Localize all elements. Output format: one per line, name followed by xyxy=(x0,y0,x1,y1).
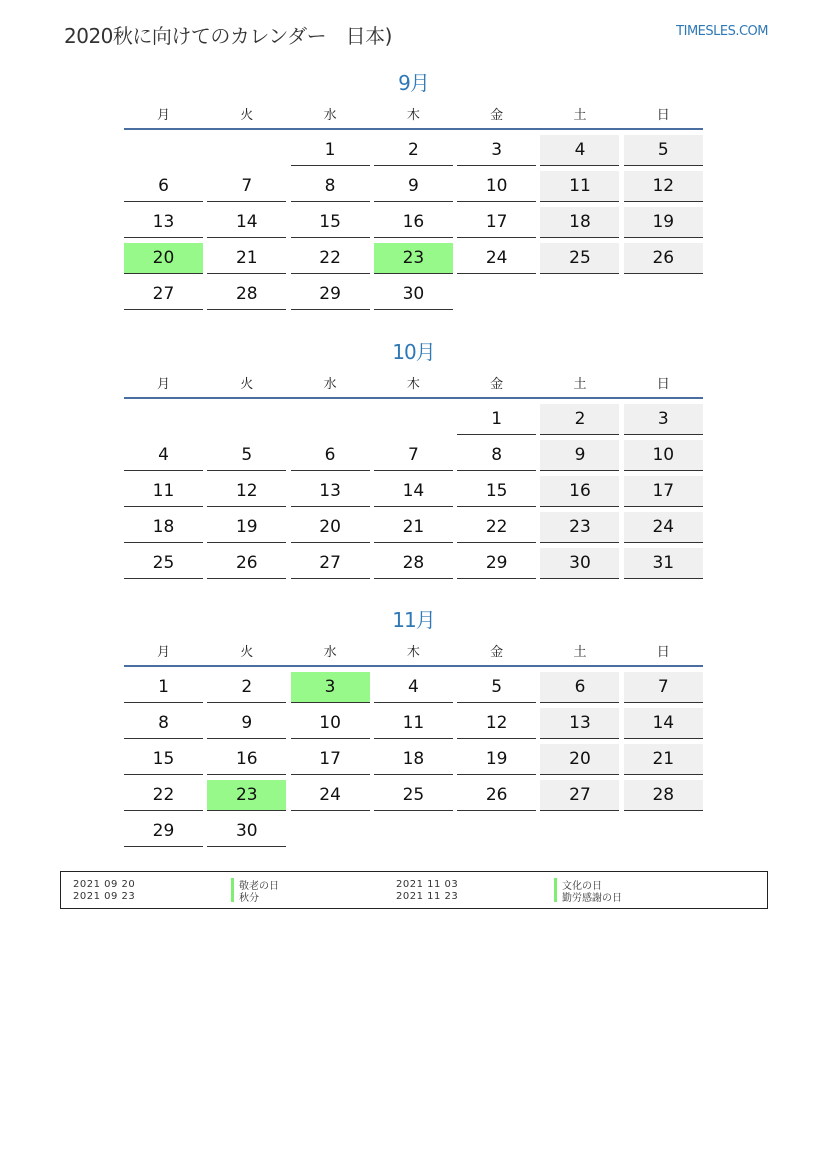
weekday-label: 土 xyxy=(573,645,587,660)
empty-day-cell xyxy=(207,404,286,435)
weekday-label: 月 xyxy=(156,377,170,392)
day-cell: 27 xyxy=(540,780,619,811)
day-cell: 1 xyxy=(457,404,536,435)
day-cell: 3 xyxy=(457,135,536,166)
weekday-header xyxy=(124,373,703,399)
weekday-label: 日 xyxy=(656,108,670,123)
day-cell: 5 xyxy=(457,672,536,703)
weekday-header xyxy=(124,641,703,667)
weekday-label: 金 xyxy=(490,108,504,123)
week-row xyxy=(124,548,703,579)
day-cell: 13 xyxy=(124,207,203,238)
day-cell: 23 xyxy=(540,512,619,543)
day-cell: 16 xyxy=(207,744,286,775)
day-cell: 19 xyxy=(457,744,536,775)
month-calendar xyxy=(124,607,703,852)
day-cell: 17 xyxy=(457,207,536,238)
week-row xyxy=(124,744,703,775)
day-cell: 10 xyxy=(291,708,370,739)
day-cell: 10 xyxy=(624,440,703,471)
week-row xyxy=(124,440,703,471)
weekday-label: 火 xyxy=(240,108,254,123)
week-row xyxy=(124,476,703,507)
empty-day-cell xyxy=(374,404,453,435)
week-row xyxy=(124,207,703,238)
holiday-entry xyxy=(61,890,259,902)
day-cell: 24 xyxy=(624,512,703,543)
week-row xyxy=(124,404,703,435)
day-cell: 20 xyxy=(124,243,203,274)
day-cell: 15 xyxy=(291,207,370,238)
holiday-date: 2021 09 23 xyxy=(73,890,136,902)
page-title: 2020秋に向けてのカレンダー 日本) xyxy=(64,24,392,48)
empty-day-cell xyxy=(124,135,203,166)
day-cell: 13 xyxy=(291,476,370,507)
day-cell: 7 xyxy=(624,672,703,703)
weekday-label: 金 xyxy=(490,645,504,660)
weekday-label: 日 xyxy=(656,645,670,660)
day-cell: 17 xyxy=(291,744,370,775)
day-cell: 15 xyxy=(124,744,203,775)
day-cell: 15 xyxy=(457,476,536,507)
day-cell: 16 xyxy=(374,207,453,238)
empty-day-cell xyxy=(207,135,286,166)
day-cell: 29 xyxy=(291,279,370,310)
empty-day-cell xyxy=(624,279,703,310)
day-cell: 26 xyxy=(207,548,286,579)
holiday-name: 敬老の日 xyxy=(239,880,279,892)
day-cell: 31 xyxy=(624,548,703,579)
day-cell: 27 xyxy=(124,279,203,310)
day-cell: 25 xyxy=(374,780,453,811)
empty-day-cell xyxy=(457,279,536,310)
week-row xyxy=(124,135,703,166)
day-cell: 11 xyxy=(540,171,619,202)
month-calendar xyxy=(124,339,703,584)
day-cell: 4 xyxy=(374,672,453,703)
day-cell: 9 xyxy=(207,708,286,739)
day-cell: 23 xyxy=(374,243,453,274)
day-cell: 2 xyxy=(374,135,453,166)
day-cell: 13 xyxy=(540,708,619,739)
day-cell: 3 xyxy=(624,404,703,435)
day-cell: 1 xyxy=(291,135,370,166)
month-title: 9月 xyxy=(398,71,429,95)
day-cell: 2 xyxy=(207,672,286,703)
day-cell: 20 xyxy=(291,512,370,543)
weekday-label: 月 xyxy=(156,645,170,660)
empty-day-cell xyxy=(624,816,703,847)
day-cell: 21 xyxy=(374,512,453,543)
day-cell: 9 xyxy=(374,171,453,202)
day-cell: 19 xyxy=(624,207,703,238)
holiday-date: 2021 11 23 xyxy=(396,890,459,902)
day-cell: 4 xyxy=(124,440,203,471)
day-cell: 23 xyxy=(207,780,286,811)
empty-day-cell xyxy=(291,816,370,847)
day-cell: 3 xyxy=(291,672,370,703)
holiday-marker xyxy=(231,890,234,902)
holiday-name: 文化の日 xyxy=(562,880,602,892)
day-cell: 8 xyxy=(291,171,370,202)
weekday-label: 水 xyxy=(323,108,337,123)
weekday-label: 金 xyxy=(490,377,504,392)
weekday-label: 月 xyxy=(156,108,170,123)
day-cell: 30 xyxy=(540,548,619,579)
empty-day-cell xyxy=(540,279,619,310)
day-cell: 1 xyxy=(124,672,203,703)
day-cell: 28 xyxy=(374,548,453,579)
holiday-name: 秋分 xyxy=(239,892,259,904)
week-row xyxy=(124,816,703,847)
holiday-date: 2021 09 20 xyxy=(73,878,136,890)
month-calendar xyxy=(124,70,703,315)
day-cell: 26 xyxy=(457,780,536,811)
weekday-label: 火 xyxy=(240,645,254,660)
empty-day-cell xyxy=(457,816,536,847)
day-cell: 29 xyxy=(124,816,203,847)
empty-day-cell xyxy=(374,816,453,847)
day-cell: 17 xyxy=(624,476,703,507)
day-cell: 6 xyxy=(291,440,370,471)
day-cell: 30 xyxy=(207,816,286,847)
day-cell: 24 xyxy=(291,780,370,811)
day-cell: 11 xyxy=(374,708,453,739)
day-cell: 24 xyxy=(457,243,536,274)
weekday-label: 土 xyxy=(573,377,587,392)
day-cell: 14 xyxy=(624,708,703,739)
day-cell: 21 xyxy=(624,744,703,775)
day-cell: 12 xyxy=(207,476,286,507)
day-cell: 12 xyxy=(457,708,536,739)
day-cell: 5 xyxy=(624,135,703,166)
day-cell: 18 xyxy=(540,207,619,238)
day-cell: 2 xyxy=(540,404,619,435)
day-cell: 25 xyxy=(540,243,619,274)
day-cell: 28 xyxy=(207,279,286,310)
weekday-label: 木 xyxy=(406,645,420,660)
day-cell: 6 xyxy=(540,672,619,703)
weekday-label: 水 xyxy=(323,377,337,392)
week-row xyxy=(124,708,703,739)
weekday-label: 日 xyxy=(656,377,670,392)
holiday-name: 勤労感謝の日 xyxy=(562,892,622,904)
week-row xyxy=(124,171,703,202)
week-row xyxy=(124,243,703,274)
day-cell: 18 xyxy=(124,512,203,543)
day-cell: 29 xyxy=(457,548,536,579)
day-cell: 4 xyxy=(540,135,619,166)
day-cell: 7 xyxy=(374,440,453,471)
day-cell: 26 xyxy=(624,243,703,274)
holiday-date: 2021 11 03 xyxy=(396,878,459,890)
day-cell: 22 xyxy=(124,780,203,811)
week-row xyxy=(124,279,703,310)
day-cell: 9 xyxy=(540,440,619,471)
month-title: 11月 xyxy=(392,608,435,632)
empty-day-cell xyxy=(291,404,370,435)
day-cell: 8 xyxy=(124,708,203,739)
weekday-label: 木 xyxy=(406,108,420,123)
day-cell: 11 xyxy=(124,476,203,507)
day-cell: 14 xyxy=(374,476,453,507)
week-row xyxy=(124,672,703,703)
day-cell: 7 xyxy=(207,171,286,202)
week-row xyxy=(124,512,703,543)
holiday-marker xyxy=(554,878,557,890)
day-cell: 27 xyxy=(291,548,370,579)
day-cell: 18 xyxy=(374,744,453,775)
day-cell: 22 xyxy=(457,512,536,543)
day-cell: 28 xyxy=(624,780,703,811)
day-cell: 22 xyxy=(291,243,370,274)
holiday-list xyxy=(60,871,768,909)
day-cell: 14 xyxy=(207,207,286,238)
day-cell: 10 xyxy=(457,171,536,202)
day-cell: 16 xyxy=(540,476,619,507)
day-cell: 21 xyxy=(207,243,286,274)
holiday-entry xyxy=(384,890,622,902)
day-cell: 6 xyxy=(124,171,203,202)
weekday-header xyxy=(124,104,703,130)
empty-day-cell xyxy=(540,816,619,847)
week-row xyxy=(124,780,703,811)
day-cell: 12 xyxy=(624,171,703,202)
empty-day-cell xyxy=(124,404,203,435)
day-cell: 8 xyxy=(457,440,536,471)
day-cell: 5 xyxy=(207,440,286,471)
weekday-label: 水 xyxy=(323,645,337,660)
day-cell: 20 xyxy=(540,744,619,775)
day-cell: 19 xyxy=(207,512,286,543)
day-cell: 30 xyxy=(374,279,453,310)
day-cell: 25 xyxy=(124,548,203,579)
month-title: 10月 xyxy=(392,340,435,364)
site-link[interactable]: TIMESLES.COM xyxy=(676,24,768,39)
weekday-label: 火 xyxy=(240,377,254,392)
weekday-label: 木 xyxy=(406,377,420,392)
holiday-marker xyxy=(231,878,234,890)
weekday-label: 土 xyxy=(573,108,587,123)
holiday-marker xyxy=(554,890,557,902)
